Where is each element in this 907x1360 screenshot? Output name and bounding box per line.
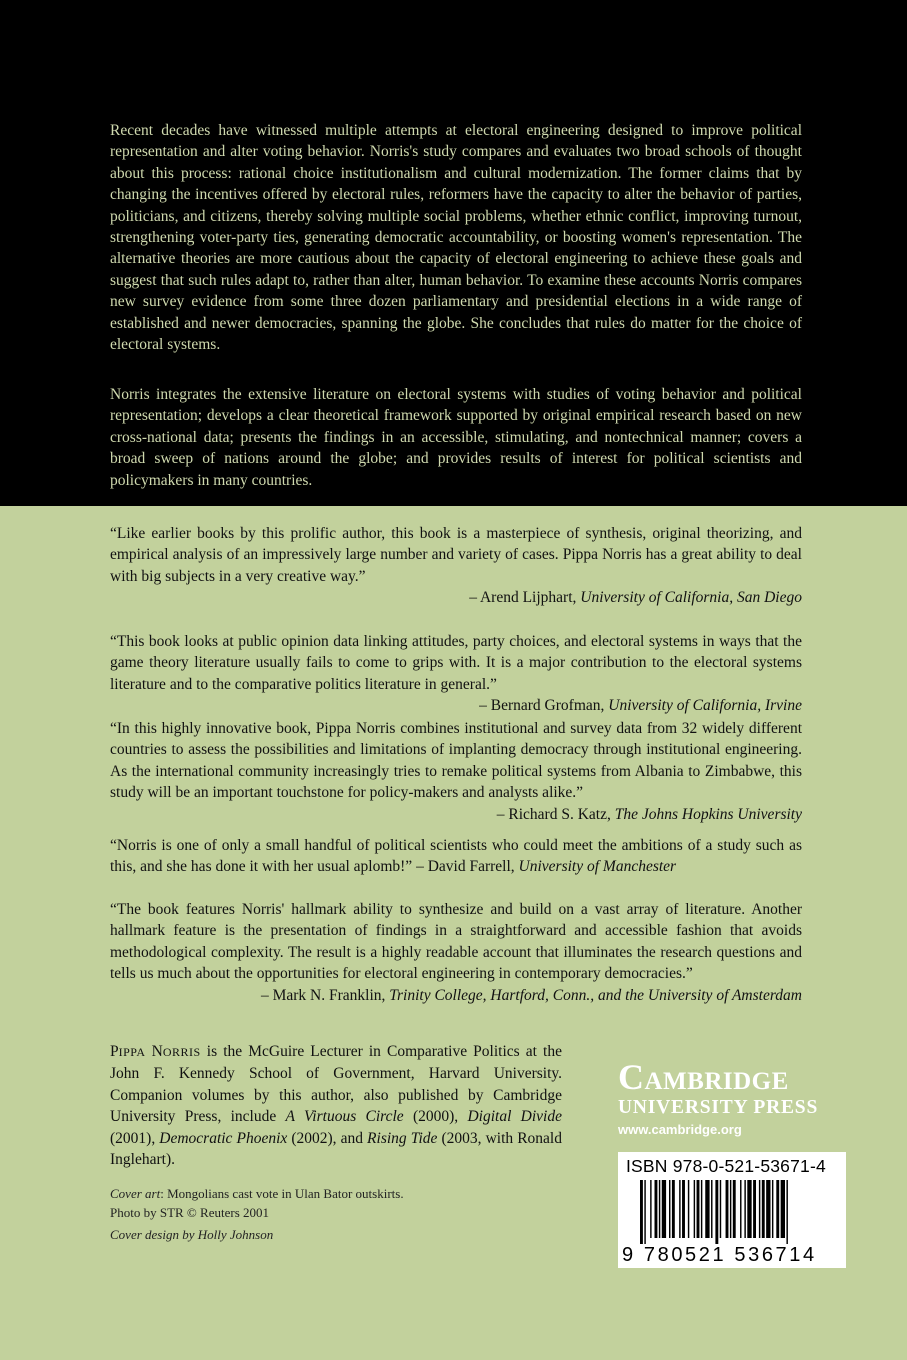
barcode-icon [640,1180,830,1244]
quote-text: “Norris is one of only a small handful of political scientists who could meet the ambitions of a study such as this, and she has done it with her usual aplomb!” [110,837,802,876]
publisher-url: www.cambridge.org [618,1122,742,1137]
quote-attribution [110,587,802,608]
quote-author: – Richard S. Katz, [496,805,615,823]
book-title: Democratic Phoenix [159,1129,288,1147]
quote-author: – Mark N. Franklin, [260,986,390,1004]
quote-text: “In this highly innovative book, Pippa Norris combines institutional and survey data from 32 widely different countries to assess the possibilities and limitations of implanting democracy through institutional engineering. As the international community increasingly tries to remake political systems from Albania to Zimbabwe, this study will be an important touchstone for policy-makers and analysts alike.” [110,720,802,802]
endorsement-quote [110,631,802,717]
endorsement-quote [110,523,802,609]
bio-text: (2001), [110,1129,160,1147]
author-first-initial: P [110,1043,119,1060]
quote-attribution [497,804,802,825]
endorsement-quote [110,718,802,825]
bio-intro: is the McGuire Lecturer in Comparative Politics at the John F. Kennedy School of Government, Harvard University. Companion volumes by this author, also published by Cambridge University Press, include [110,1043,562,1126]
quote-text: “Like earlier books by this prolific author, this book is a masterpiece of synthesis, original theorizing, and empirical analysis of an impressively large number and variety of cases. Pippa Norris has a great ability to deal with big subjects in a very creative way.” [110,525,802,585]
top-black-panel [0,0,907,506]
quote-affiliation: University of California, San Diego [580,589,802,607]
isbn-label: ISBN 978-0-521-53671-4 [626,1156,826,1176]
publisher-logo [618,1058,848,1140]
quote-text: “The book features Norris' hallmark ability to synthesize and build on a vast array of literature. Another hallmark feature is the presentation of findings in a straightforward and accessible fashion that avoids methodological complexity. The result is a highly readable account that illuminates the research questions and tells us much about the opportunities for electoral engineering in contemporary democracies.” [110,901,802,983]
bio-text: (2002), and [287,1129,368,1147]
quote-affiliation: Trinity College, Hartford, Conn., and the University of Amsterdam [389,986,802,1004]
cover-design-text: Cover design by Holly Johnson [110,1227,274,1242]
cover-design-credit [110,1225,410,1244]
isbn-barcode-box [618,1152,846,1268]
book-title: Rising Tide [367,1129,438,1147]
bio-text: (2003, with Ronald Inglehart). [110,1129,562,1169]
author-bio [110,1041,562,1170]
quote-author: – Arend Lijphart, [469,589,581,607]
cover-art-text: : Mongolians cast vote in Ulan Bator outskirts. Photo by STR © Reuters 2001 [110,1186,404,1220]
quote-text: “This book looks at public opinion data linking attitudes, party choices, and electoral systems in ways that the game theory literature usually fails to come to grips with. It is a major contribution to the electoral systems literature and to the comparative politics literature in general.” [110,633,802,693]
isbn-digits: 9 780521 536714 [622,1244,817,1266]
book-title: Digital Divide [467,1108,562,1126]
quote-affiliation: University of California, Irvine [608,697,802,715]
quote-attribution [110,695,802,716]
cover-art-label: Cover art [110,1186,161,1201]
quote-author: – Bernard Grofman, [479,697,609,715]
quote-author: – David Farrell, [412,858,519,876]
bio-text: (2000), [403,1108,468,1126]
quote-text-with-attribution [110,718,802,823]
endorsement-quote [110,899,802,1006]
book-title: A Virtuous Circle [285,1108,404,1126]
endorsement-quote [110,835,802,878]
author-first-rest: IPPA [118,1045,146,1059]
publisher-subtitle: UNIVERSITY PRESS [618,1097,819,1118]
quote-attribution [110,985,802,1006]
quote-text-with-attribution [110,835,802,878]
description-paragraph-1: Recent decades have witnessed multiple attempts at electoral engineering designed to improve political representation and alter voting behavior. Norris's study compares and evaluates two broad schools of thought about this process: rational choice institutionalism and cultural modernization. The former claims that by changing the incentives offered by electoral rules, reformers have the capacity to alter the behavior of parties, politicians, and citizens, thereby solving multiple social problems, whether ethnic conflict, improving turnout, strengthening voter-party ties, generating democratic accountability, or boosting women's representation. The alternative theories are more cautious about the capacity of electoral engineering to achieve these goals and suggest that such rules adapt to, rather than alter, human behavior. To examine these accounts Norris compares new survey evidence from some three dozen parliamentary and presidential elections in a wide range of established and newer democracies, spanning the globe. She concludes that rules do matter for the choice of electoral systems. [110,122,802,354]
cover-art-credit [110,1184,410,1222]
author-last-rest: ORRIS [162,1045,201,1059]
quote-affiliation: The Johns Hopkins University [614,805,802,823]
quote-affiliation: University of Manchester [518,858,677,876]
publisher-name: Cambridge [618,1057,789,1097]
author-last-initial: N [151,1043,163,1060]
description-paragraph-2: Norris integrates the extensive literature on electoral systems with studies of voting behavior and political representation; develops a clear theoretical framework supported by original empirical research based on new cross-national data; presents the findings in an accessible, stimulating, and nontechnical manner; covers a broad sweep of nations around the globe; and provides results of interest for political scientists and policymakers in many countries. [110,386,802,489]
